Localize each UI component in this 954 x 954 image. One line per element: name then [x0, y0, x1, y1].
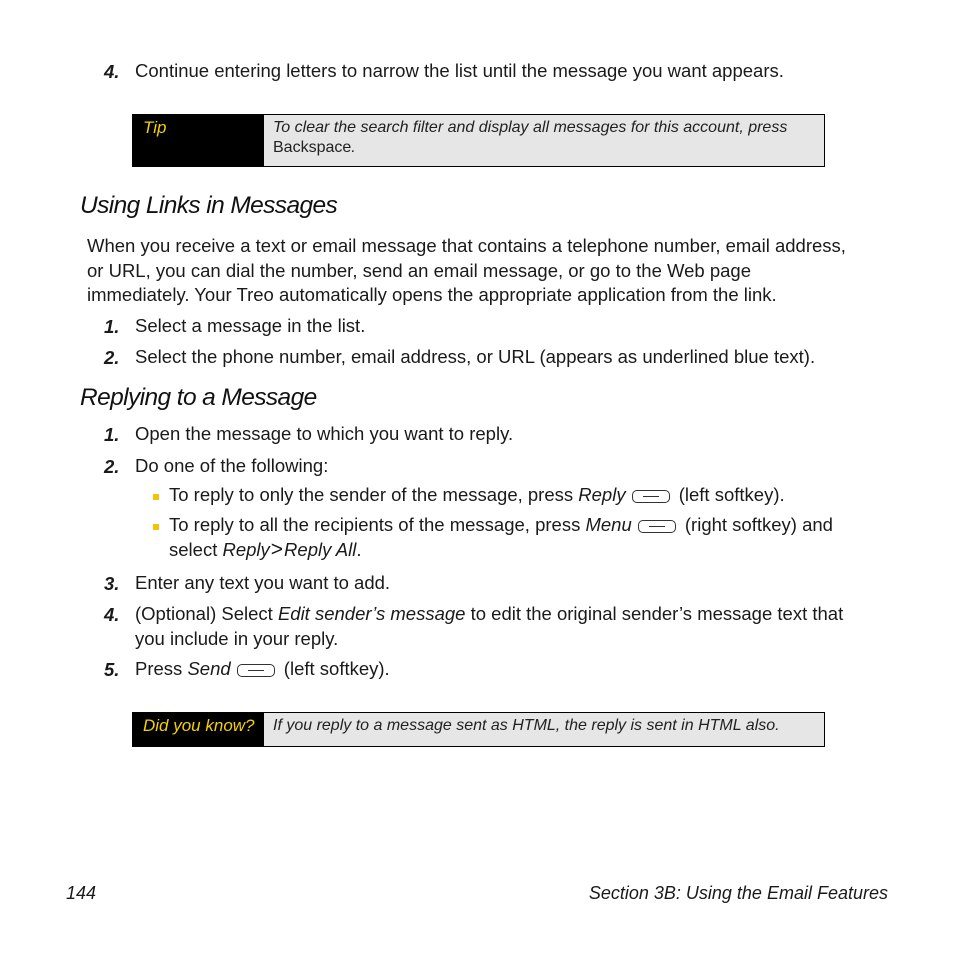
edit-senders-message-label: Edit sender’s message [277, 603, 466, 624]
bullet-pre: To reply to all the recipients of the message, press [169, 514, 581, 535]
menu-item-reply: Reply [222, 538, 270, 560]
bullet-line2-pre: select [169, 538, 218, 560]
step-text: Select a message in the list. [135, 315, 366, 336]
left-softkey-icon [237, 664, 275, 677]
step-number: 4. [104, 61, 120, 82]
step-text: Open the message to which you want to reply. [135, 423, 514, 444]
reply-key-label: Reply [578, 484, 626, 505]
step-text: Select the phone number, email address, or URL (appears as underlined blue text). [135, 346, 816, 367]
step-text [135, 602, 843, 651]
step-post: (left softkey). [283, 658, 390, 679]
step-post: to edit the original sender’s message text that [470, 603, 844, 624]
send-key-label: Send [187, 658, 231, 679]
did-you-know-body: If you reply to a message sent as HTML, the reply is sent in HTML also. [273, 717, 780, 734]
menu-item-reply-all: Reply All [284, 538, 357, 560]
tip-tail: . [351, 139, 356, 156]
menu-separator: > [270, 537, 284, 561]
step-number: 5. [104, 659, 120, 680]
tip-body [264, 115, 795, 166]
step-text: Continue entering letters to narrow the list until the message you want appears. [135, 60, 784, 81]
did-you-know-callout [132, 712, 825, 747]
bullet-text [169, 483, 785, 508]
step-number: 4. [104, 604, 120, 625]
step-pre: Press [135, 658, 183, 679]
menu-key-label: Menu [585, 514, 632, 535]
tip-text: To clear the search filter and display all messages for this account, press [273, 119, 788, 136]
tip-label: Tip [133, 115, 264, 166]
paragraph-line: immediately. Your Treo automatically opens the appropriate application from the link. [87, 284, 777, 305]
page-number: 144 [66, 883, 97, 903]
step-number: 3. [104, 573, 120, 594]
step-number: 2. [104, 347, 120, 368]
paragraph-line: When you receive a text or email message that contains a telephone number, email address, [87, 235, 846, 256]
step-text: Do one of the following: [135, 455, 329, 476]
step-text [135, 657, 390, 682]
step-number: 1. [104, 424, 120, 445]
step-line2: you include in your reply. [135, 627, 339, 649]
bullet-text [169, 513, 833, 562]
bullet-post: (left softkey). [678, 484, 785, 505]
step-text: Enter any text you want to add. [135, 572, 391, 593]
section-title: Section 3B: Using the Email Features [588, 883, 888, 903]
paragraph-line: or URL, you can dial the number, send an email message, or go to the Web page [87, 259, 751, 281]
bullet-marker [153, 524, 159, 530]
links-paragraph [87, 234, 846, 308]
bullet-tail: . [356, 538, 362, 560]
step-number: 1. [104, 316, 120, 337]
did-you-know-label: Did you know? [133, 713, 264, 746]
bullet-marker [153, 494, 159, 500]
left-softkey-icon [632, 490, 670, 503]
tip-key: Backspace [273, 139, 352, 156]
bullet-pre: To reply to only the sender of the message, press [169, 484, 574, 505]
right-softkey-icon [638, 520, 676, 533]
step-pre: (Optional) Select [135, 603, 273, 624]
section-heading-reply: Replying to a Message [80, 384, 317, 411]
tip-callout [132, 114, 825, 167]
section-heading-links: Using Links in Messages [80, 192, 338, 219]
step-number: 2. [104, 456, 120, 477]
bullet-post: (right softkey) and [684, 514, 833, 535]
